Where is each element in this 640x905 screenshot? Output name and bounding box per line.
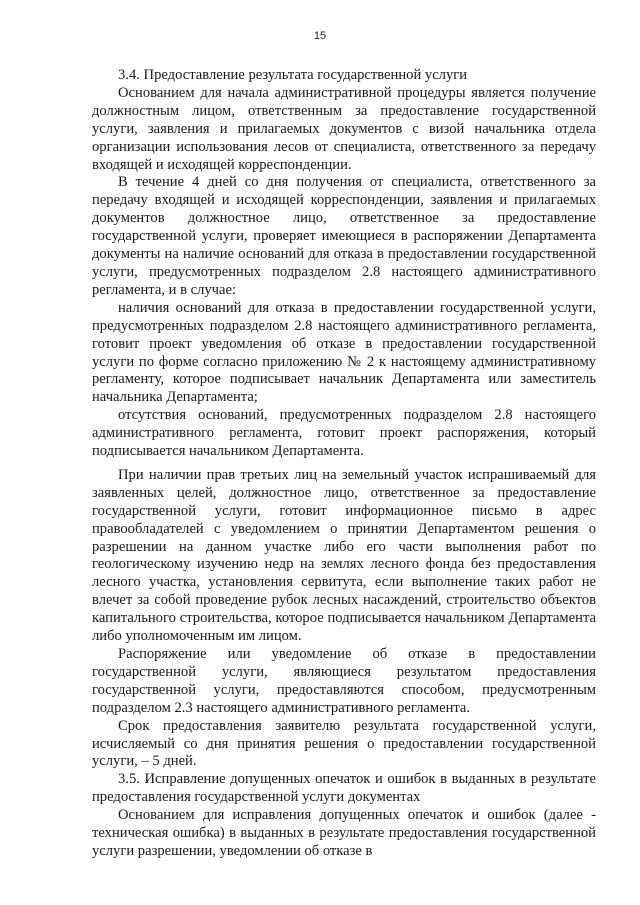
paragraph: В течение 4 дней со дня получения от специалиста, ответственного за передачу входящей и исходящей корреспонденции, заявления и прилагаемых документов должностное лицо, ответственное за предоставление государственной услуги, проверяет имеющиеся в распоряжении Департамента документы на наличие оснований для отказа в предоставлении государственной услуги, предусмотренных подразделом 2.8 настоящего административного регламента, и в случае: xyxy=(92,174,596,298)
paragraph: наличия оснований для отказа в предоставлении государственной услуги, предусмотренных подразделом 2.8 настоящего административного регламента, готовит проект уведомления об отказе в предоставлении государственной услуги по форме согласно приложению № 2 к настоящему административному регламенту, которое подписывает начальник Департамента или заместитель начальника Департамента; xyxy=(92,299,596,406)
paragraph: Основанием для исправления допущенных опечаток и ошибок (далее - техническая ошибка) в выданных в результате предоставления государственной услуги разрешении, уведомлении об отказе в xyxy=(92,807,596,859)
paragraph: Распоряжение или уведомление об отказе в предоставлении государственной услуги, являющиеся результатом предоставления государственной услуги, предоставляются способом, предусмотренным подразделом 2.3 настоящего административного регламента. xyxy=(92,646,596,716)
paragraph: Срок предоставления заявителю результата государственной услуги, исчисляемый со дня принятия решения о предоставлении государственной услуги, – 5 дней. xyxy=(92,717,596,770)
paragraph: При наличии прав третьих лиц на земельный участок испрашиваемый для заявленных целей, должностное лицо, ответственное за предоставление государственной услуги, готовит информационное письмо в адрес правообладателей с уведомлением о принятии Департаментом решения о разрешении на данном участке либо его части выполнения работ по геологическому изучению недр на землях лесного фонда без предоставления лесного участка, установления сервитута, если выполнение таких работ не влечет за собой проведение рубок лесных насаждений, строительство объектов капитального строительства, которое подписывается начальником Департамента либо уполномоченным им лицом. xyxy=(92,466,596,645)
section-heading-3-4: 3.4. Предоставление результата государственной услуги xyxy=(118,67,468,83)
document-body xyxy=(92,67,596,861)
page-number: 15 xyxy=(313,30,327,42)
paragraph: отсутствия оснований, предусмотренных подразделом 2.8 настоящего административного регламента, готовит проект распоряжения, который подписывается начальником Департамента. xyxy=(92,407,596,460)
section-heading-3-5: 3.5. Исправление допущенных опечаток и ошибок в выданных в результате предоставления государственной услуги документах xyxy=(92,771,596,806)
paragraph: Основанием для начала административной процедуры является получение должностным лицом, ответственным за предоставление государственной услуги, заявления и прилагаемых документов с визой начальника отдела организации использования лесов от специалиста, ответственного за передачу входящей и исходящей корреспонденции. xyxy=(92,84,596,173)
